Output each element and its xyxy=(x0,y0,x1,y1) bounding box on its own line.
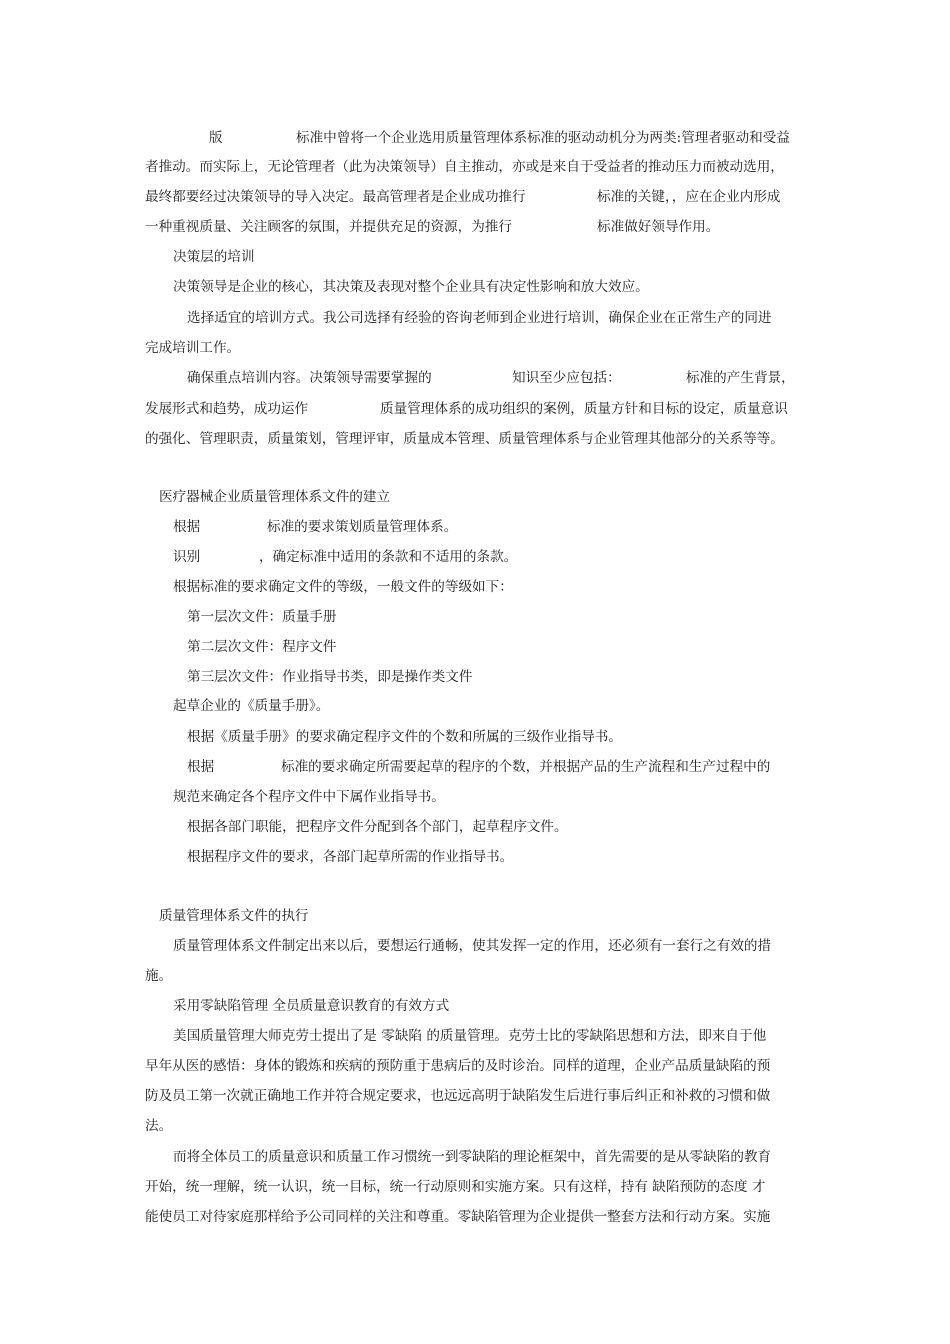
training-text: 质量管理体系的成功组织的案例，质量方针和目标的设定，质量意识 xyxy=(380,401,788,417)
training-text: 知识至少应包括： xyxy=(512,370,621,386)
docs-text: 标准的要求确定所需要起草的程序的个数，并根据产品的生产流程和生产过程中的 xyxy=(281,759,771,775)
exec-paragraph: 防及员工第一次就正确地工作并符合规定要求，也远远高明于缺陷发生后进行事后纠正和补救的习惯和做 xyxy=(145,1088,771,1104)
exec-heading: 质量管理体系文件的执行 xyxy=(159,908,309,924)
intro-text: 标准的关键，，应在企业内形成 xyxy=(597,189,781,205)
exec-paragraph: 开始，统一理解，统一认识，统一目标，统一行动原则和实施方案。只有这样，持有 缺陷预防的态度 才 xyxy=(145,1179,766,1195)
docs-heading: 医疗器械企业质量管理体系文件的建立 xyxy=(159,489,391,505)
docs-level-item: 第二层次文件：程序文件 xyxy=(187,639,337,655)
exec-paragraph: 而将全体员工的质量意识和质量工作习惯统一到零缺陷的理论框架中，首先需要的是从零缺陷的教育 xyxy=(173,1149,772,1165)
docs-step: 规范来确定各个程序文件中下属作业指导书。 xyxy=(173,789,445,805)
training-paragraph: 选择适宜的培训方式。我公司选择有经验的咨询老师到企业进行培训，确保企业在正常生产的同进 xyxy=(187,310,772,326)
docs-text: 根据 xyxy=(173,519,201,535)
docs-step: 根据《质量手册》的要求确定程序文件的个数和所属的三级作业指导书。 xyxy=(187,729,622,745)
docs-text: 识别 xyxy=(173,549,201,565)
training-paragraph: 的强化、管理职责，质量策划，管理评审，质量成本管理、质量管理体系与企业管理其他部分的关系等等。 xyxy=(145,431,784,447)
training-text: 发展形式和趋势，成功运作 xyxy=(145,401,309,417)
exec-paragraph: 能使员工对待家庭那样给予公司同样的关注和尊重。零缺陷管理为企业提供一整套方法和行动方案。实施 xyxy=(145,1209,771,1225)
docs-text: 根据 xyxy=(187,759,215,775)
exec-paragraph: 法。 xyxy=(145,1118,173,1134)
docs-step: 根据程序文件的要求，各部门起草所需的作业指导书。 xyxy=(187,849,514,865)
exec-paragraph: 质量管理体系文件制定出来以后，要想运行通畅，使其发挥一定的作用，还必须有一套行之有效的措 xyxy=(173,938,772,954)
training-heading: 决策层的培训 xyxy=(173,249,255,265)
docs-level-item: 第三层次文件：作业指导书类，即是操作类文件 xyxy=(187,669,473,685)
training-text: 标准的产生背景， xyxy=(686,370,795,386)
intro-text: 版 xyxy=(209,130,223,146)
intro-text: 标准中曾将一个企业选用质量管理体系标准的驱动动机分为两类:管理者驱动和受益 xyxy=(296,130,790,146)
intro-text: 最终都要经过决策领导的导入决定。最高管理者是企业成功推行 xyxy=(145,189,526,205)
training-text: 确保重点培训内容。决策领导需要掌握的 xyxy=(187,370,432,386)
docs-text: ，确定标准中适用的条款和不适用的条款。 xyxy=(259,549,518,565)
docs-item: 起草企业的《质量手册》。 xyxy=(173,698,330,714)
exec-paragraph: 施。 xyxy=(145,968,173,984)
intro-text: 标准做好领导作用。 xyxy=(597,219,720,235)
intro-text: 一种重视质量、关注顾客的氛围，并提供充足的资源，为推行 xyxy=(145,219,513,235)
exec-paragraph: 早年从医的感悟：身体的锻炼和疾病的预防重于患病后的及时诊治。同样的道理，企业产品质量缺陷的预 xyxy=(145,1058,771,1074)
exec-paragraph: 美国质量管理大师克劳士提出了是 零缺陷 的质量管理。克劳士比的零缺陷思想和方法，即来自于他 xyxy=(173,1028,767,1044)
exec-subheading: 采用零缺陷管理 全员质量意识教育的有效方式 xyxy=(173,998,450,1014)
docs-level-item: 第一层次文件：质量手册 xyxy=(187,609,337,625)
training-paragraph: 完成培训工作。 xyxy=(145,340,241,356)
intro-line-2: 者推动。而实际上，无论管理者（此为决策领导）自主推动，亦或是来自于受益者的推动压力而被动选用， xyxy=(145,159,784,175)
training-paragraph: 决策领导是企业的核心，其决策及表现对整个企业具有决定性影响和放大效应。 xyxy=(173,279,649,295)
docs-text: 标准的要求策划质量管理体系。 xyxy=(267,519,458,535)
docs-step: 根据各部门职能，把程序文件分配到各个部门，起草程序文件。 xyxy=(187,819,568,835)
docs-item: 根据标准的要求确定文件的等级，一般文件的等级如下： xyxy=(173,579,513,595)
